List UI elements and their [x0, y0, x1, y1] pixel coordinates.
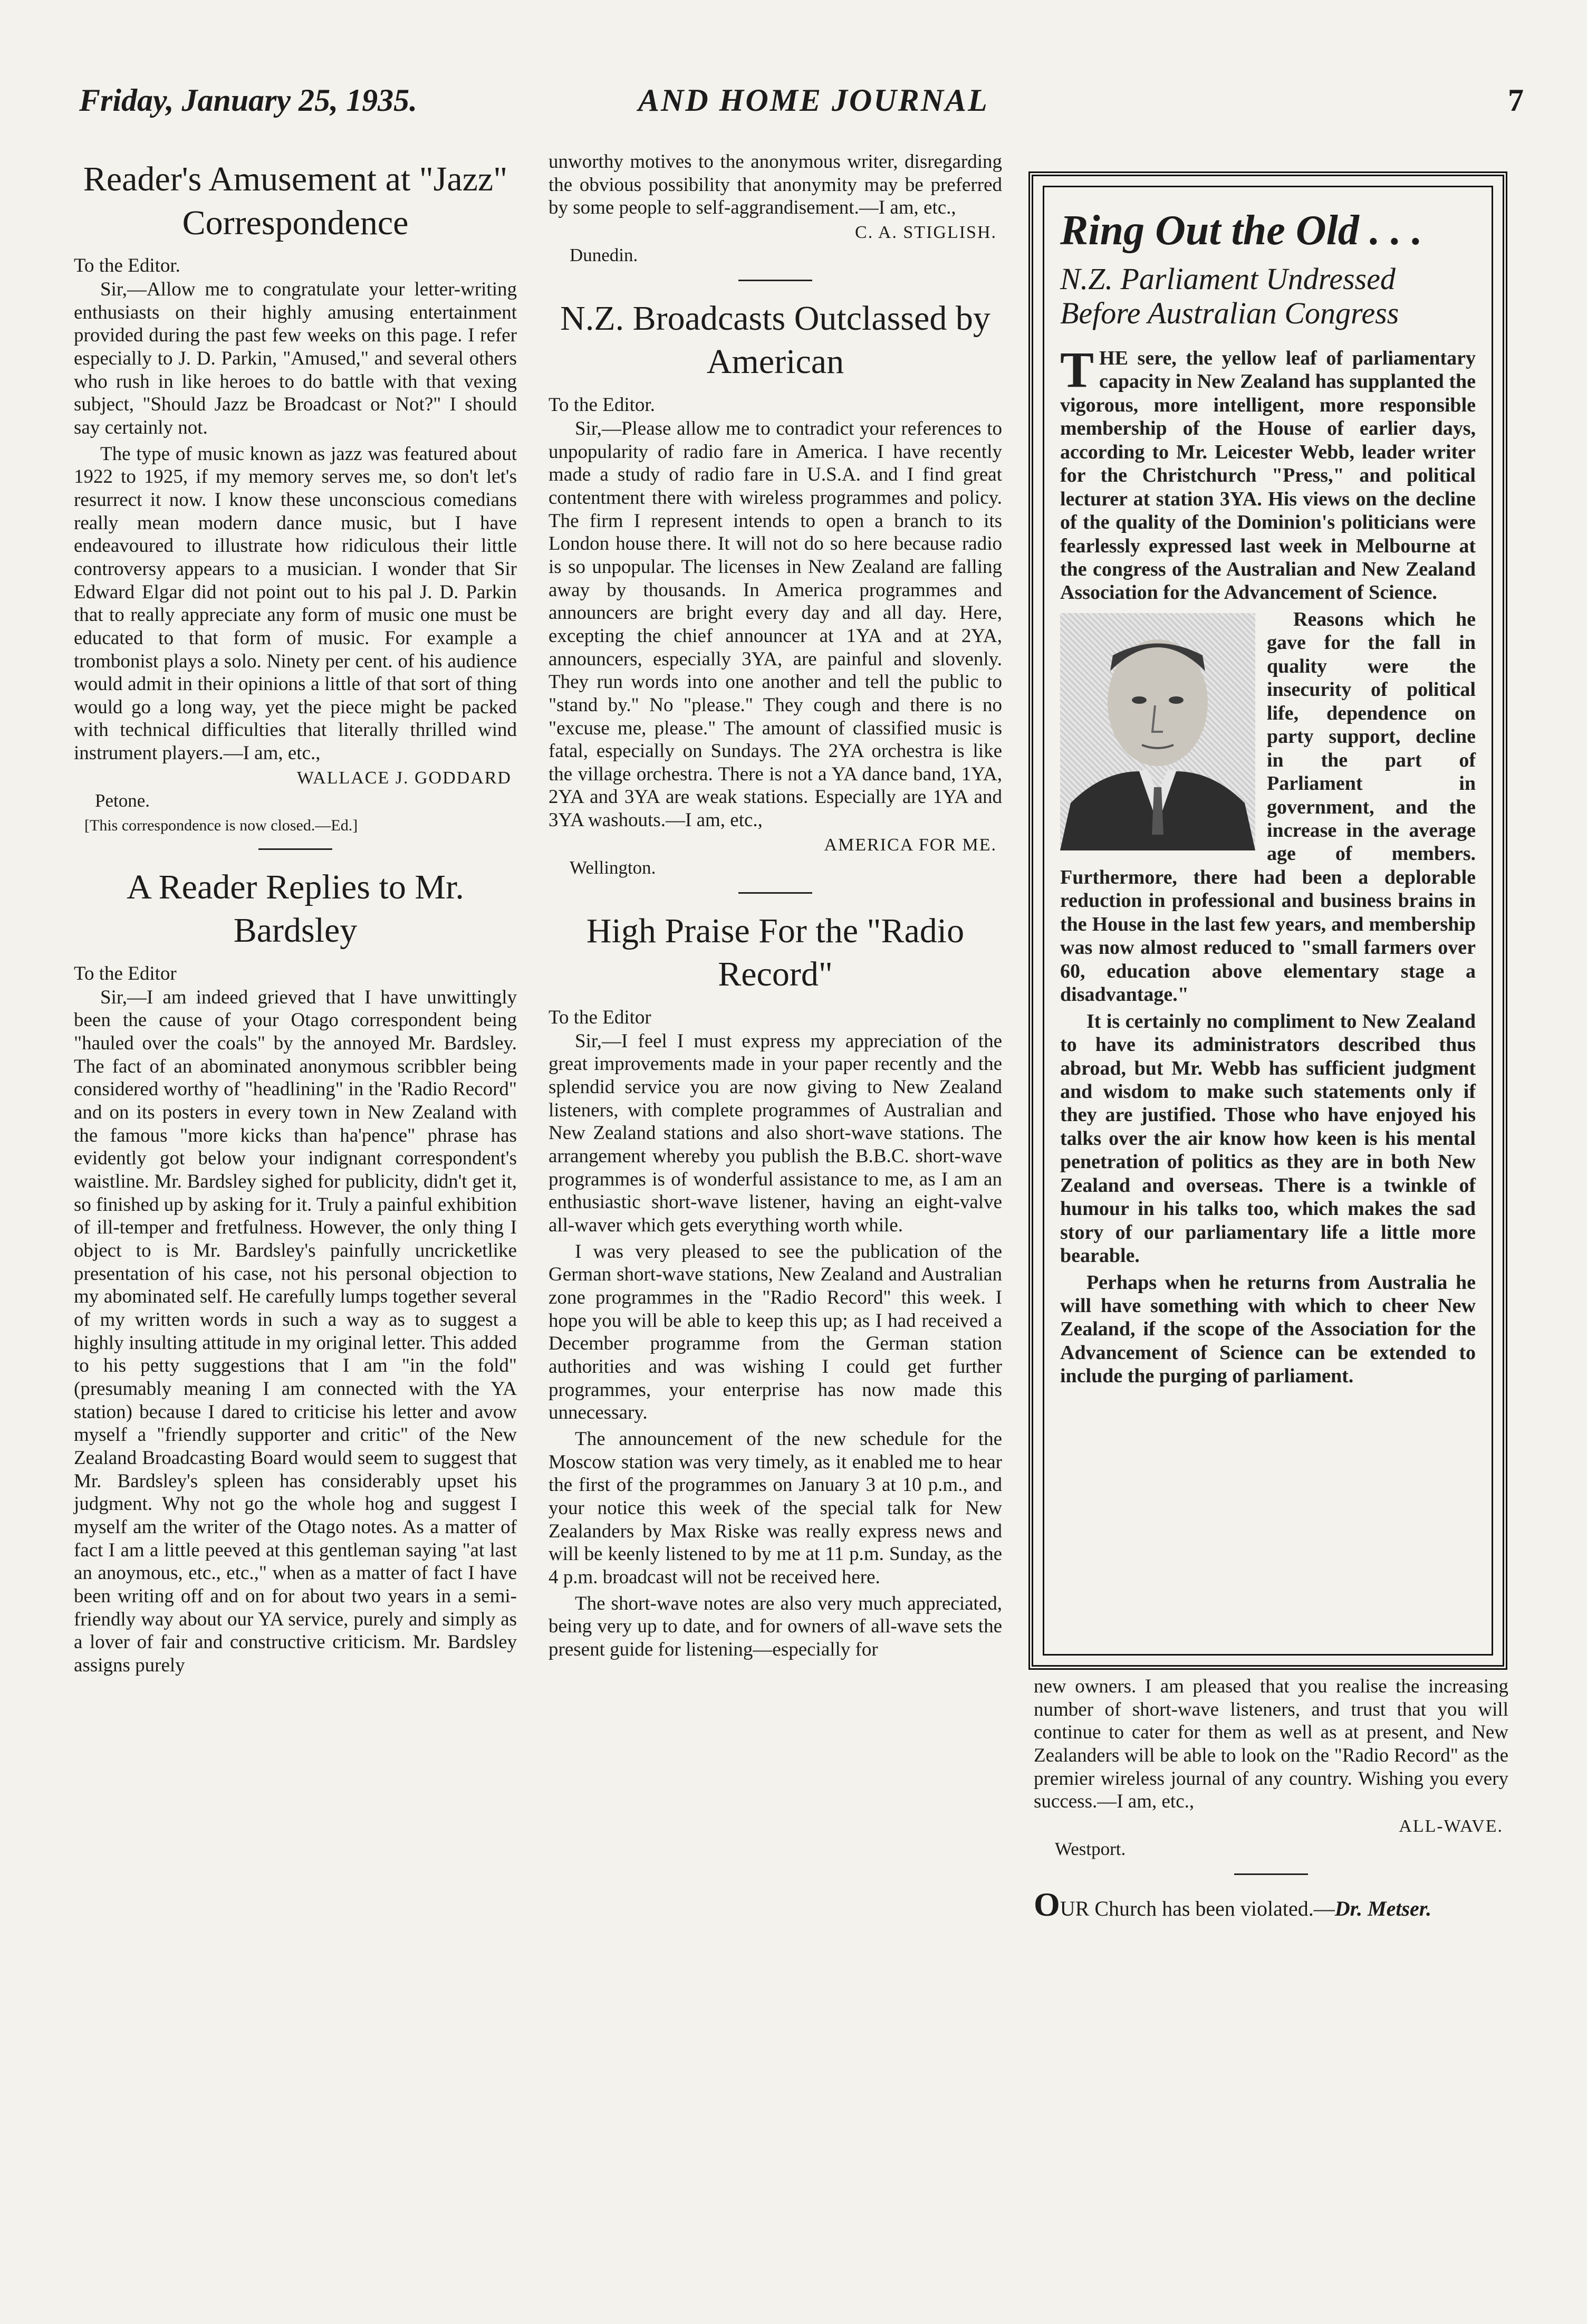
place: Petone. [95, 790, 150, 811]
letter-outclassed [549, 297, 1002, 878]
place: Westport. [1055, 1838, 1126, 1859]
paragraph: It is certainly no compliment to New Zealand to have its administrators described thus abroad, but Mr. Webb has sufficient judgment and wisdom to make such statements only if they are justified. Those who have enjoyed his talks over the air know how keen is his mental penetration of politics as they are in both New Zealand and overseas. There is a twinkle of humour in his talks too, which makes the sad story of our parliamentary life a little more bearable. [1060, 1010, 1476, 1267]
paragraph: Sir,—I feel I must express my appreciation of the great improvements made in your paper recently and the splendid service you are now giving to New Zealand listeners, with complete programmes of Australian and New Zealand stations and also short-wave stations. The arrangement whereby you publish the B.B.C. short-wave programmes is of wonderful assistance to me, as I am an enthusiastic short-wave listener, having an eight-valve all-waver which gets everything worth while. [549, 1030, 1002, 1237]
place: Dunedin. [570, 244, 638, 265]
letter-high-praise [549, 910, 1002, 1661]
letter-bardsley-continued [549, 150, 1002, 266]
paragraph: I was very pleased to see the publication of the German short-wave stations, New Zealand and Australian zone programmes in the "Radio Record" this week. I hope you will be able to keep this up; as I had received a December programme from the German station authorities and was wishing I could get further programmes, your enterprise has now made this unnecessary. [549, 1240, 1002, 1424]
signature: WALLACE J. GODDARD [296, 768, 512, 788]
paragraph: Reasons which he gave for the fall in quality were the insecurity of political life, dependence on party support, decline in the part of Parliament in government, and the increase in the average age of members. Furthermore, there had been a deplorable reduction in professional and business brains in the House in the last few years, and membership was now almost reduced to "small farmers over 60, education above elementary stage a disadvantage." [1060, 608, 1476, 1006]
signature: ALL-WAVE. [1399, 1816, 1503, 1836]
column-2 [549, 150, 1002, 1665]
feature-subheadline: N.Z. Parliament Undressed Before Australian Congress [1060, 262, 1399, 330]
page-header [79, 84, 1524, 137]
letter-jazz [74, 158, 517, 835]
issue-date: Friday, January 25, 1935. [79, 83, 418, 118]
editor-note: [This correspondence is now closed.—Ed.] [84, 816, 358, 834]
salutation: To the Editor [549, 1006, 651, 1028]
letter-bardsley [74, 866, 517, 1677]
masthead: AND HOME JOURNAL [638, 83, 989, 118]
headline-outclassed: N.Z. Broadcasts Outclassed by American [560, 299, 990, 381]
headline-high-praise: High Praise For the "Radio Record" [586, 911, 965, 994]
headline-bardsley: A Reader Replies to Mr. Bardsley [127, 867, 464, 950]
filler-text: UR Church has been violated.— [1060, 1896, 1335, 1920]
feature-headline: Ring Out the Old . . . [1060, 207, 1422, 254]
divider [738, 280, 812, 281]
salutation: To the Editor. [549, 394, 655, 416]
column-1 [74, 150, 517, 1680]
paragraph: The short-wave notes are also very much appreciated, being very up to date, and for owners of all-wave sets the present guide for listening—especially for [549, 1592, 1002, 1660]
paragraph: unworthy motives to the anonymous writer, disregarding the obvious possibility that anonymity may be preferred by some people to self-aggrandisement.—I am, etc., [549, 151, 1002, 219]
paragraph: Sir,—Please allow me to contradict your references to unpopularity of radio fare in America. I have recently made a study of radio fare in U.S.A. and I find great contentment there with wireless programmes and policy. The firm I represent intends to open a branch to its London house there. It will not do so here because radio is so unpopular. The licenses in New Zealand are falling away by thousands. In America programmes and announcers are bright every day and all day. Here, excepting the chief announcer at 1YA and at 2YA, announcers, especially 3YA, are painful and slovenly. They run words into one another and tell the public to "stand by." No "please." They cough and there is no "excuse me, please." The amount of classified music is fatal, especially on Sundays. The 2YA orchestra is like the village orchestra. There is not a YA dance band, 1YA, 2YA and 3YA are weak stations. Especially are 1YA and 3YA washouts.—I am, etc., [549, 417, 1002, 831]
feature-box-inner [1043, 186, 1493, 1656]
paragraph: Sir,—Allow me to congratulate your letter-writing enthusiasts on their highly amusing entertainment provided during the past few weeks on this page. I refer especially to J. D. Parkin, "Amused," and several others who rush in like heroes to do battle with that vexing subject, "Should Jazz be Broadcast or Not?" I should say certainly not. [74, 279, 517, 438]
portrait-illustration [1060, 613, 1255, 850]
paragraph: new owners. I am pleased that you realise the increasing number of short-wave listeners, and trust that you will continue to cater for them as well as at present, and New Zealanders will be able to look on the "Radio Record" as the premier wireless journal of any country. Wishing you every success.—I am, etc., [1034, 1676, 1508, 1813]
paragraph: HE sere, the yellow leaf of parliamentary capacity in New Zealand has supplanted the vigorous, more intelligent, more responsible membership of the House of earlier days, according to Mr. Leicester Webb, leader writer for the Christchurch "Press," and political lecturer at station 3YA. His views on the decline of the quality of the Dominion's politicians were fearlessly expressed last week in Melbourne at the congress of the Australian and New Zealand Association for the Advancement of Science. [1060, 347, 1476, 604]
paragraph: Sir,—I am indeed grieved that I have unwittingly been the cause of your Otago correspondent being "hauled over the coals" by the annoyed Mr. Bardsley. The fact of an abominated anonymous scribbler being considered worthy of "headlining" in the 'Radio Record" and on its posters in every town in New Zealand with the famous "more kicks than ha'pence" phrase has evidently got below your indignant correspondent's waistline. Mr. Bardsley sighed for publicity, didn't get it, so finished up by asking for it. Truly a painful exhibition of ill-temper and fretfulness. However, the only thing I object to is Mr. Bardsley's painfully uncricketlike presentation of his case, not his personal objection to my abominated self. He carefully lumps together several of my written words in such a way as to suggest a highly insulting attitude in my original letter. This added to his petty suggestions that I am "in the fold" (presumably meaning I am connected with the YA station) because I dared to criticise his letter and avow myself a "friendly supporter and critic" of the New Zealand Broadcasting Board would seem to suggest that Mr. Bardsley's spleen has considerably upset his judgment. Why not go the whole hog and suggest I myself am the writer of the Otago notes. As a matter of fact I am a little peeved at this gentleman saying "at last an anoymous, etc., etc.," when as a matter of fact I have been writing off and on for about two years in a semi-friendly way about our YA service, purely and simply as a lover of fair and constructive criticism. Mr. Bardsley assigns purely [74, 986, 517, 1676]
divider [258, 848, 332, 850]
filler-author: Dr. Metser. [1334, 1896, 1432, 1920]
paragraph: The type of music known as jazz was featured about 1922 to 1925, if my memory serves me, so don't let's resurrect it now. I know these unconscious comedians really mean modern dance music, but I have endeavoured to illustrate how ridiculous their little controversy appears to a musician. I wonder that Sir Edward Elgar did not point out to his pal J. D. Parkin that to really appreciate any form of music one must be educated to that form of music. For example a trombonist plays a solo. Ninety per cent. of his audience would admit in their opinions a little of that sort of thing would go a long way, yet the piece might be packed with technical difficulties that literally thrilled wind instrument players.—I am, etc., [74, 443, 517, 764]
place: Wellington. [570, 857, 656, 878]
letter-high-praise-continued [1034, 1675, 1508, 1860]
divider [1234, 1873, 1308, 1875]
filler-quote [1034, 1885, 1508, 1923]
paragraph: The announcement of the new schedule for the Moscow station was very timely, as it enabled me to hear the first of the programmes on January 3 at 10 p.m., and your notice this week of the special talk for New Zealanders by Max Riske was really express news and will be keenly listened to by me at 11 p.m. Sunday, as the 4 p.m. broadcast will not be received here. [549, 1428, 1002, 1588]
headline-jazz: Reader's Amusement at "Jazz" Correspondence [83, 160, 508, 242]
page-number: 7 [1508, 83, 1524, 118]
paragraph: Perhaps when he returns from Australia he will have something with which to cheer New Zealand, if the scope of the Association for the Advancement of Science can be extended to include the purging of parliament. [1060, 1271, 1476, 1388]
signature: AMERICA FOR ME. [824, 835, 997, 855]
salutation: To the Editor. [74, 255, 180, 276]
salutation: To the Editor [74, 962, 177, 984]
portrait-photo [1060, 613, 1255, 850]
divider [738, 892, 812, 894]
signature: C. A. STIGLISH. [855, 222, 997, 242]
feature-box [1028, 171, 1507, 1670]
drop-cap: T [1060, 341, 1094, 398]
drop-cap: O [1034, 1885, 1060, 1923]
column-3-lower [1034, 1675, 1508, 1921]
